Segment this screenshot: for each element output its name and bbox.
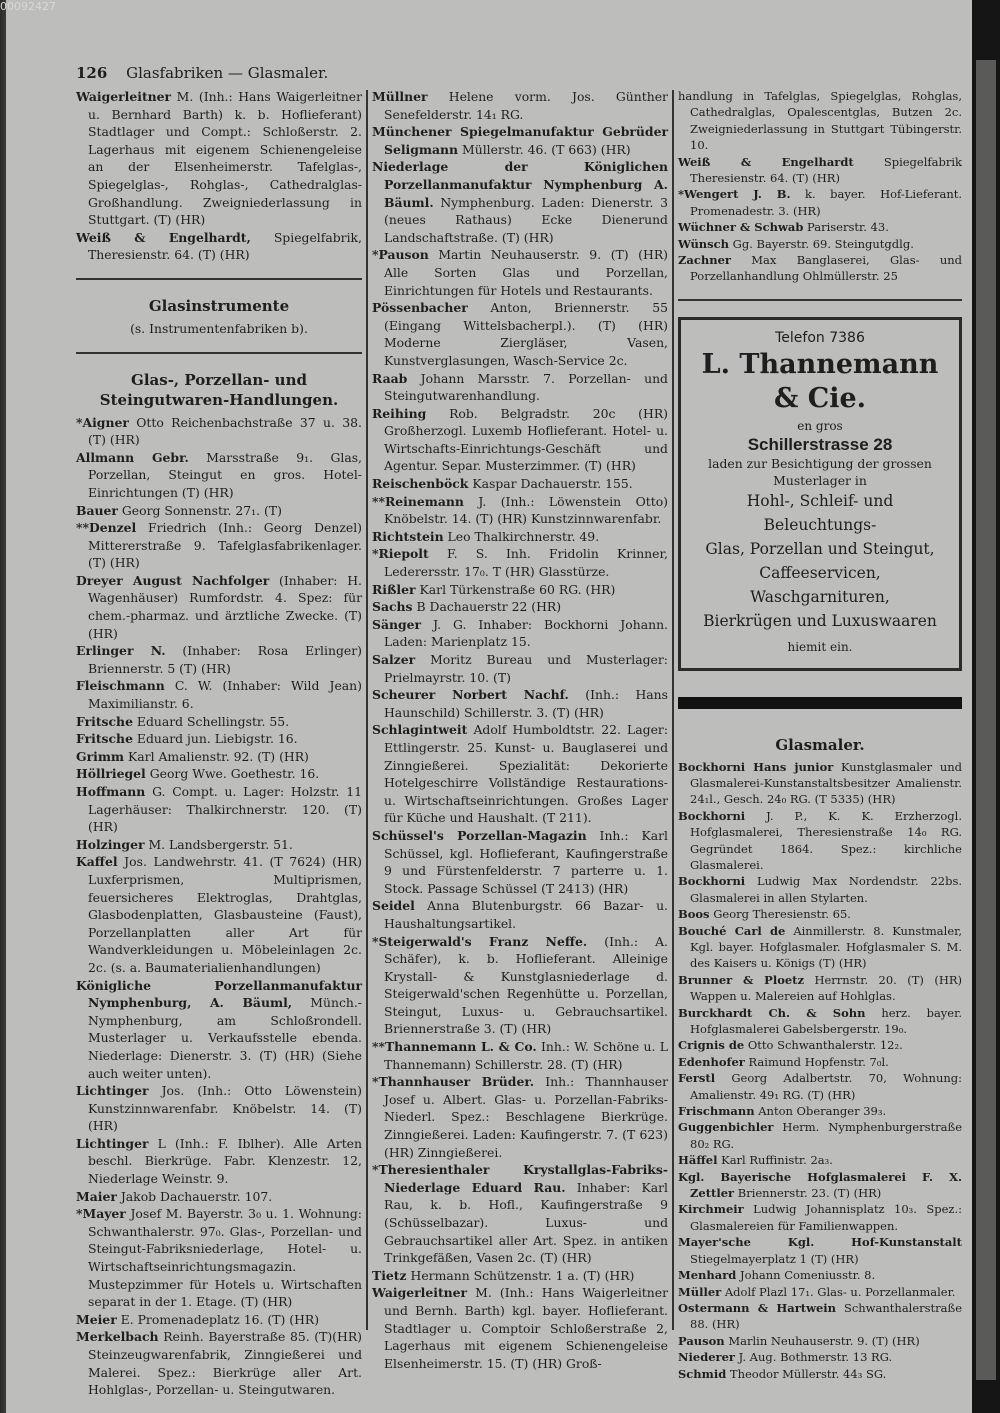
entry-text: Theodor Müllerstr. 44₃ SG.: [729, 1366, 887, 1381]
entry-name: **Reinemann: [372, 493, 464, 509]
entry-text: Münch.-Nymphenburg, am Schloßrondell. Musterlager u. Verkaufsstelle ebenda. Niederlage: Dienerstr. 3. (T) (HR) (Siehe auch weiter unten).: [88, 995, 362, 1081]
entry-name: *Thannhauser Brüder.: [372, 1074, 535, 1090]
entry-name: Fleischmann: [76, 678, 165, 694]
entry-text: Anton, Briennerstr. 55 (Eingang Wittelsbacherpl.). (T) (HR) Moderne Ziergläser, Vasen, Kunstverglasungen, Wasch-Service 2c.: [384, 300, 668, 368]
entry-text: Inh.: W. Schöne u. L Thannemann) Schillerstr. 28. (T) (HR): [384, 1039, 668, 1072]
entry-text: F. S. Inh. Fridolin Krinner, Lederersstr. 17₀. T (HR) Glasstürze.: [384, 546, 668, 580]
entry-text: Georg Wwe. Goethestr. 16.: [149, 766, 320, 782]
ad-line-1: laden zur Besichtigung der grossen: [708, 456, 932, 472]
directory-entry: [76, 572, 362, 642]
entry-text: Marlin Neuhauserstr. 9. (T) (HR): [728, 1333, 920, 1348]
entry-name: Pauson: [678, 1333, 725, 1348]
directory-entry: [678, 1103, 962, 1119]
entry-name: Bockhorni: [678, 808, 746, 823]
thick-divider: [678, 697, 962, 709]
directory-entry: [678, 1267, 962, 1283]
entry-name: Münchener Spiegelmanufaktur Gebrüder Seligmann: [372, 124, 668, 157]
thannemann-advertisement: [678, 317, 962, 671]
directory-entry: [678, 1349, 962, 1365]
entry-text: Stiegelmayerplatz 1 (T) (HR): [690, 1251, 859, 1266]
entry-text: Hermann Schützenstr. 1 a. (T) (HR): [410, 1267, 635, 1283]
directory-entry: [372, 1038, 668, 1073]
entry-name: *Mayer: [76, 1206, 126, 1222]
running-title: Glasfabriken — Glasmaler.: [126, 64, 329, 82]
directory-entry: [678, 808, 962, 874]
entry-text: Kunstglasmaler und Glasmalerei-Kunstanstaltsbesitzer Amalienstr. 24₁l., Gesch. 24₀ RG. (T 5335) (HR): [690, 759, 963, 807]
directory-entry: [678, 1119, 962, 1152]
entry-name: Fritsche: [76, 731, 133, 747]
entry-text: Müllerstr. 46. (T 663) (HR): [462, 141, 631, 157]
section-title-glasinstrumente: Glasinstrumente: [148, 296, 290, 315]
entry-name: Niederlage der Königlichen Porzellanmanufaktur Nymphenburg A. Bäuml.: [372, 159, 668, 210]
entry-name: Tietz: [372, 1267, 407, 1283]
column-rule-left: [366, 90, 368, 1330]
entry-text: Helene vorm. Jos. Günther Senefelderstr. 14₁ RG.: [384, 89, 668, 122]
entry-text: Nymphenburg. Laden: Dienerstr. 3 (neues Rathaus) Ecke Dienerund Landschaftstraße. (T) (HR): [384, 194, 668, 245]
entry-text: Max Banglaserei, Glas- und Porzellanhandlung Ohlmüllerstr. 25: [690, 253, 962, 284]
directory-entry: [372, 405, 668, 475]
entry-text: J. P., K. K. Erzherzogl. Hofglasmalerei, Theresienstraße 14₀ RG. Gegründet 1864. Spez.: kirchliche Glasmalerei.: [690, 808, 963, 872]
directory-entry: [678, 1070, 962, 1103]
entry-name: Sachs: [372, 599, 413, 615]
directory-entry: [372, 651, 668, 686]
ad-line-3: Hohl-, Schleif- und Beleuchtungs-: [746, 492, 894, 535]
entry-text: Herrnstr. 20. (T) (HR) Wappen u. Malereien auf Hohlglas.: [690, 972, 962, 1004]
entry-name: Niederer: [678, 1350, 735, 1365]
directory-entry: [678, 906, 962, 922]
entry-name: Meier: [76, 1311, 117, 1327]
entry-text: Leo Thalkirchnerstr. 49.: [447, 528, 600, 544]
ad-line-7: hiemit ein.: [787, 640, 853, 655]
directory-entry: [372, 528, 668, 546]
directory-entry: [372, 721, 668, 827]
entry-text: Anton Oberanger 39₃.: [758, 1104, 887, 1119]
entry-name: Weiß & Engelhardt,: [76, 229, 251, 245]
entry-name: Lichtinger: [76, 1135, 149, 1151]
directory-entry: [76, 783, 362, 836]
directory-entry: [678, 759, 962, 808]
entry-name: Müller: [678, 1284, 722, 1299]
entry-text: Friedrich (Inh.: Georg Denzel) Mittererstraße 9. Tafelglasfabrikenlager. (T) (HR): [88, 520, 362, 571]
directory-entry: [76, 748, 362, 766]
entry-text: Jakob Dachauerstr. 107.: [120, 1188, 273, 1204]
entry-text: Inh.: Thannhauser Josef u. Albert. Glas- u. Porzellan-Fabriks-Niederl. Spez.: Beschlagene Bierkrüge. Zinngießerei. Laden: Kaufingerstr. 7. (T 623) (HR) Zinngießerei.: [384, 1074, 668, 1160]
entry-name: Ferstl: [678, 1071, 716, 1086]
ad-line-5: Caffeeservicen, Waschgarnituren,: [750, 564, 890, 607]
ad-firm-name: L. Thannemann & Cie.: [701, 349, 939, 415]
entry-name: Bouché Carl de: [678, 923, 786, 938]
entry-name: Waigerleitner: [76, 89, 172, 104]
entry-name: Schmid: [678, 1366, 727, 1381]
entry-name: Merkelbach: [76, 1329, 159, 1345]
directory-entry: [372, 299, 668, 369]
directory-entry: [678, 154, 962, 187]
directory-entry: [76, 642, 362, 677]
entry-text: (Inhaber: H. Wagenhäuser) Rumfordstr. 4. Spez: für chem.-pharmaz. und ärztliche Zwecke. (T) (HR): [88, 572, 362, 641]
entry-name: Bockhorni Hans junior: [678, 759, 834, 774]
entry-name: Wüchner & Schwab: [678, 220, 804, 235]
entry-text: Spiegelfabrik Theresienstr. 64. (T) (HR): [690, 154, 963, 186]
entry-text: Karl Türkenstraße 60 RG. (HR): [419, 581, 616, 597]
entry-text: B Dachauerstr 22 (HR): [416, 599, 562, 615]
entry-text: Moritz Bureau und Musterlager: Prielmayrstr. 10. (T): [384, 652, 668, 685]
entry-text: Inh.: Karl Schüssel, kgl. Hoflieferant, Kaufingerstraße 9 und Fürstenfelderstr. 7 parterre u. 1. Stock. Passage Schüssel (T 2413) (HR): [384, 827, 668, 896]
entry-text: (Inhaber: Rosa Erlinger) Briennerstr. 5 (T) (HR): [88, 643, 362, 676]
entry-name: *Pauson: [372, 247, 429, 263]
entry-name: Dreyer August Nachfolger: [76, 572, 270, 588]
entry-name: Erlinger N.: [76, 643, 166, 659]
entry-text: Eduard Schellingstr. 55.: [136, 713, 290, 729]
entry-text: Karl Amalienstr. 92. (T) (HR): [128, 748, 309, 764]
directory-entry: [372, 1267, 668, 1285]
directory-entry: [678, 186, 962, 219]
entry-text: handlung in Tafelglas, Spiegelglas, Rohglas, Cathedralglas, Opalescentglas, Butzen 2c. Zweigniederlassung in Stuttgart Tübingerstr. 10.: [678, 89, 962, 153]
entry-text: J. (Inh.: Löwenstein Otto) Knöbelstr. 14. (T) (HR) Kunstzinnwarenfabr.: [384, 493, 668, 527]
entry-name: Salzer: [372, 652, 416, 667]
entry-name: Lichtinger: [76, 1083, 149, 1099]
entry-name: Zachner: [678, 253, 731, 268]
entry-text: Johann Marsstr. 7. Porzellan- und Steingutwarenhandlung.: [384, 370, 668, 404]
entry-text: Raimund Hopfenstr. 7₀l.: [748, 1054, 889, 1069]
directory-entry: [678, 88, 962, 154]
entry-text: E. Promenadeplatz 16. (T) (HR): [120, 1311, 320, 1327]
entry-name: Boos: [678, 907, 710, 922]
entry-name: Richtstein: [372, 528, 444, 544]
column-rule-right: [672, 90, 674, 1330]
entry-name: Höllriegel: [76, 766, 146, 782]
entry-name: Burckhardt Ch. & Sohn: [678, 1005, 866, 1020]
entry-text: C. W. (Inhaber: Wild Jean) Maximilianstr. 6.: [88, 678, 362, 712]
ad-en-gros: en gros: [797, 419, 843, 434]
directory-entry: [372, 1284, 668, 1372]
directory-entry: [678, 1333, 962, 1349]
entry-name: Rißler: [372, 581, 416, 597]
divider: [76, 278, 362, 280]
entry-text: Jos. (Inh.: Otto Löwenstein) Kunstzinnwarenfabr. Knöbelstr. 14. (T) (HR): [88, 1083, 362, 1134]
directory-entry: [76, 730, 362, 748]
directory-entry: [76, 836, 362, 854]
divider: [678, 299, 962, 301]
directory-entry: [76, 677, 362, 712]
directory-entry: [678, 1234, 962, 1267]
entry-name: Scheurer Norbert Nachf.: [372, 687, 569, 703]
entry-text: Otto Reichenbachstraße 37 u. 38. (T) (HR): [88, 414, 362, 448]
ad-address: Schillerstrasse 28: [747, 434, 893, 454]
entry-name: Holzinger: [76, 836, 145, 852]
entry-name: Raab: [372, 370, 408, 386]
directory-entry: [678, 1201, 962, 1234]
entry-name: **Denzel: [76, 520, 137, 536]
entry-name: *Theresienthaler Krystallglas-Fabriks-Niederlage Eduard Rau.: [372, 1162, 668, 1195]
directory-entry: [678, 972, 962, 1005]
directory-entry: [372, 616, 668, 651]
directory-entry: [76, 1188, 362, 1206]
directory-entry: [372, 493, 668, 528]
entry-name: Weiß & Engelhardt: [678, 154, 854, 169]
directory-entry: [678, 236, 962, 252]
entry-text: M. (Inh.: Hans Waigerleitner u. Bernhard Barth) k. b. Hoflieferant) Stadtlager und Compt.: Schloßerstr. 2. Lagerhaus mit eigenem Schienengeleise an der Elsenheimerstr. Tafelglas-, Spiegelglas-, Rohglas-, Cathedralglas-Großhandlung. Zweigniederlassung in Stuttgart. (T) (HR): [88, 89, 362, 228]
entry-text: J. G. Inhaber: Bockhorni Johann. Laden: Marienplatz 15.: [384, 616, 668, 650]
directory-entry: [678, 252, 962, 285]
entry-text: Martin Neuhauserstr. 9. (T) (HR) Alle Sorten Glas und Porzellan, Einrichtungen für Hotels und Restaurants.: [384, 247, 668, 298]
directory-entry: [76, 1311, 362, 1329]
column-2: [372, 88, 668, 1372]
entry-text: Josef M. Bayerstr. 3₀ u. 1. Wohnung: Schwanthalerstr. 97₀. Glas-, Porzellan- und Steingut-Fabriksniederlage, Hotel- u. Wirtschaftseinrichtungsmagazin. Mustерzimmer für Hotels u. Wirtschaften separat in der 1. Etage. (T) (HR): [88, 1206, 362, 1310]
entry-name: Frischmann: [678, 1104, 755, 1119]
entry-name: Allmann Gebr.: [76, 449, 189, 465]
directory-entry: [76, 1205, 362, 1311]
entry-name: Mayer'sche Kgl. Hof-Kunstanstalt: [678, 1235, 962, 1250]
entry-name: *Riepolt: [372, 546, 429, 562]
entry-text: Rob. Belgradstr. 20c (HR) Großherzogl. Luxemb Hoflieferant. Hotel- u. Wirtschafts-Einrichtungs-Geschäft und Agentur. Separ. Musterzimmer. (T) (HR): [384, 405, 668, 474]
section-title-glas-porzellan: Glas-, Porzellan- und Steingutwaren-Handlungen.: [99, 370, 339, 409]
page-number: 126: [76, 64, 108, 82]
directory-entry: [678, 1284, 962, 1300]
directory-entry: [76, 1328, 362, 1398]
entry-name: Fritsche: [76, 713, 133, 729]
entry-text: Johann Comeniusstr. 8.: [739, 1268, 876, 1283]
entry-name: Müllner: [372, 89, 428, 104]
directory-entry: [678, 1366, 962, 1382]
directory-entry: [372, 933, 668, 1039]
directory-entry: [678, 1037, 962, 1053]
entry-name: Guggenbichler: [678, 1120, 774, 1135]
entry-text: (Inh.: Hans Haunschild) Schillerstr. 3. (T) (HR): [384, 687, 668, 720]
entry-name: Waigerleitner: [372, 1285, 468, 1301]
entry-name: Ostermann & Hartwein: [678, 1300, 837, 1315]
entry-text: Eduard jun. Liebigstr. 16.: [136, 731, 298, 747]
entry-text: Georg Adalbertstr. 70, Wohnung: Amalienstr. 49₁ RG. (T) (HR): [690, 1071, 962, 1102]
directory-entry: [76, 1135, 362, 1188]
column-1-entries: [76, 414, 362, 1399]
entry-text: G. Compt. u. Lager: Holzstr. 11 Lagerhäuser: Thalkirchnerstr. 120. (T) (HR): [88, 784, 362, 835]
ad-line-2: Musterlager in: [773, 473, 867, 489]
directory-entry: [76, 977, 362, 1083]
section-subtitle: (s. Instrumentenfabriken b).: [130, 320, 308, 336]
entry-name: Kgl. Bayerische Hofglasmalerei F. X. Zettler: [678, 1169, 962, 1201]
entry-name: Wünsch: [678, 236, 730, 251]
entry-text: Spiegelfabrik, Theresienstr. 64. (T) (HR): [88, 229, 362, 263]
directory-entry: [372, 581, 668, 599]
directory-entry: [372, 370, 668, 405]
entry-name: *Steigerwald's Franz Neffe.: [372, 933, 588, 949]
entry-text: Georg Theresienstr. 65.: [713, 907, 851, 922]
ad-telefon: Telefon 7386: [775, 329, 865, 346]
entry-name: Reihing: [372, 405, 427, 421]
entry-name: Sänger: [372, 616, 422, 632]
column-3-entries: [678, 88, 962, 285]
directory-entry: [372, 1073, 668, 1161]
directory-entry: [76, 414, 362, 449]
directory-entry: [678, 1005, 962, 1038]
directory-entry: [372, 1161, 668, 1267]
entry-name: Pössenbacher: [372, 300, 468, 316]
directory-entry: [76, 713, 362, 731]
entry-name: Häffel: [678, 1153, 718, 1168]
directory-entry: [76, 1082, 362, 1135]
directory-entry: [76, 502, 362, 520]
entry-name: Seidel: [372, 898, 415, 914]
entry-text: Briennerstr. 23. (T) (HR): [737, 1186, 882, 1201]
entry-name: Schlagintweit: [372, 722, 468, 738]
entry-text: Schwanthalerstraße 88. (HR): [690, 1300, 963, 1332]
directory-entry: [372, 598, 668, 616]
directory-entry: [372, 123, 668, 158]
entry-text: Inhaber: Karl Rau, k. b. Hofl., Kaufingerstraße 9 (Schüsselbazar). Luxus- und Gebrauchsartikel aller Art. Spez. in antiken Trinkgefäßen, Vasen 2c. (T) (HR): [384, 1179, 668, 1266]
entry-text: Pariserstr. 43.: [807, 220, 889, 235]
entry-text: Reinh. Bayerstraße 85. (T)(HR) Steinzeugwarenfabrik, Zinngießerei und Malerei. Spez.: Bierkrüge aller Art. Hohlglas-, Porzellan- u. Steingutwaren.: [88, 1329, 362, 1398]
entry-name: Menhard: [678, 1268, 737, 1283]
column-2-entries: [372, 88, 668, 1372]
directory-entry: [678, 1054, 962, 1070]
entry-text: J. Aug. Bothmerstr. 13 RG.: [738, 1350, 893, 1365]
entry-name: Kaffel: [76, 854, 118, 870]
entry-name: Crignis de: [678, 1038, 745, 1053]
entry-name: Maier: [76, 1188, 117, 1204]
ad-line-6: Bierkrügen und Luxuswaaren: [703, 612, 937, 631]
entry-text: L (Inh.: F. Iblher). Alle Arten beschl. Bierkrüge. Fabr. Klenzestr. 12, Niederlage Weinstr. 9.: [88, 1135, 362, 1187]
entry-text: Adolf Humboldtstr. 22. Lager: Ettlingerstr. 25. Kunst- u. Bauglaserei und Zinngießerei. Spezialität: Dekorierte Hotelgeschirre Vollständige Restaurations- u. Wirtschaftseinrichtungen. Großes Lager für Küche und Haushalt. (T 211).: [384, 722, 668, 826]
entry-text: Ainmillerstr. 8. Kunstmaler, Kgl. bayer. Hofglasmaler. Hofglasmaler S. M. des Kaisers u. Königs (T) (HR): [690, 923, 963, 971]
entry-text: k. bayer. Hof-Lieferant. Promenadestr. 3. (HR): [690, 187, 963, 218]
entry-text: Adolf Plazl 17₁. Glas- u. Porzellanmaler.: [724, 1284, 956, 1299]
directory-entry: [76, 449, 362, 502]
entry-name: *Aigner: [76, 414, 129, 430]
column-3: [678, 88, 962, 1382]
directory-entry: [678, 219, 962, 235]
ad-line-4: Glas, Porzellan und Steingut,: [705, 540, 935, 559]
section-title-glasmaler: Glasmaler.: [775, 735, 865, 754]
directory-entry: [372, 545, 668, 580]
directory-entry: [372, 827, 668, 897]
entry-text: herz. bayer. Hofglasmalerei Gabelsbergerstr. 19₀.: [690, 1005, 962, 1036]
scan-id: 00092427: [0, 0, 56, 13]
entry-text: Ludwig Johannisplatz 10₃. Spez.: Glasmalereien für Familienwappen.: [690, 1202, 963, 1233]
column-1-top-entries: [76, 88, 362, 264]
divider: [76, 352, 362, 354]
directory-entry: [678, 1152, 962, 1168]
directory-entry: [372, 158, 668, 246]
directory-entry: [76, 229, 362, 264]
entry-text: Herm. Nymphenburgerstraße 80₂ RG.: [690, 1120, 962, 1151]
entry-text: Otto Schwanthalerstr. 12₂.: [747, 1038, 903, 1053]
entry-name: Brunner & Ploetz: [678, 972, 805, 987]
entry-text: M. (Inh.: Hans Waigerleitner und Bernh. Barth) kgl. bayer. Hoflieferant. Stadtlager u. Comptoir Schloßerstraße 2, Lagerhaus mit eigenem Schienengeleise Elsenheimerstr. 15. (T) (HR) Groß-: [384, 1285, 668, 1371]
entry-name: *Wengert J. B.: [678, 187, 791, 202]
directory-entry: [678, 923, 962, 972]
entry-name: Hoffmann: [76, 784, 146, 799]
entry-text: Georg Sonnenstr. 27₁. (T): [121, 502, 282, 518]
entry-name: Reischenböck: [372, 476, 469, 492]
entry-text: Karl Ruffinistr. 2a₃.: [721, 1153, 833, 1168]
entry-text: Kaspar Dachauerstr. 155.: [472, 476, 633, 492]
entry-text: Ludwig Max Nordendstr. 22bs. Glasmalerei in allen Stylarten.: [690, 874, 963, 905]
entry-text: Gg. Bayerstr. 69. Steingutgdlg.: [732, 236, 914, 251]
directory-entry: [678, 1300, 962, 1333]
entry-text: Jos. Landwehrstr. 41. (T 7624) (HR) Luxferprismen, Multiprismen, feuersicheres Elektroglas, Drahtglas, Glasbodenplatten, Glasbausteine (Faust), Porzellanplatten aller Art für Wandverkleidungen u. Möbeleinlagen 2c. 2c. (s. a. Baumaterialienhandlungen): [88, 854, 362, 975]
directory-entry: [372, 88, 668, 123]
directory-entry: [76, 853, 362, 976]
entry-text: (Inh.: A. Schäfer), k. b. Hoflieferant. Alleinige Krystall- & Kunstglasniederlage d. Steigerwald'schen Regenhütte u. Porzellan, Steingut, Luxus- u. Gebrauchsartikel. Briennerstraße 3. (T) (HR): [384, 933, 668, 1037]
entry-name: Königliche Porzellanmanufaktur Nymphenburg, A. Bäuml,: [76, 977, 362, 1011]
entry-name: Grimm: [76, 748, 125, 764]
entry-name: Kirchmeir: [678, 1202, 744, 1217]
page-header: [76, 64, 366, 82]
entry-name: Schüssel's Porzellan-Magazin: [372, 827, 587, 843]
directory-entry: [678, 1169, 962, 1202]
directory-entry: [372, 897, 668, 932]
entry-text: Anna Blutenburgstr. 66 Bazar- u. Haushaltungsartikel.: [384, 898, 668, 931]
directory-entry: [372, 246, 668, 299]
directory-entry: [678, 873, 962, 906]
directory-entry: [76, 519, 362, 572]
entry-text: Marsstraße 9₁. Glas, Porzellan, Steingut en gros. Hotel-Einrichtungen (T) (HR): [88, 449, 362, 500]
entry-text: M. Landsbergerstr. 51.: [148, 836, 293, 852]
entry-name: Edenhofer: [678, 1054, 745, 1069]
next-page-edge: [976, 60, 996, 1380]
column-3-glasmaler-entries: [678, 759, 962, 1382]
entry-name: Bauer: [76, 502, 118, 518]
directory-entry: [372, 475, 668, 493]
entry-name: Bockhorni: [678, 874, 746, 889]
entry-name: **Thannemann L. & Co.: [372, 1039, 537, 1055]
directory-entry: [372, 686, 668, 721]
directory-entry: [76, 88, 362, 229]
column-1: [76, 88, 362, 1399]
directory-entry: [76, 765, 362, 783]
